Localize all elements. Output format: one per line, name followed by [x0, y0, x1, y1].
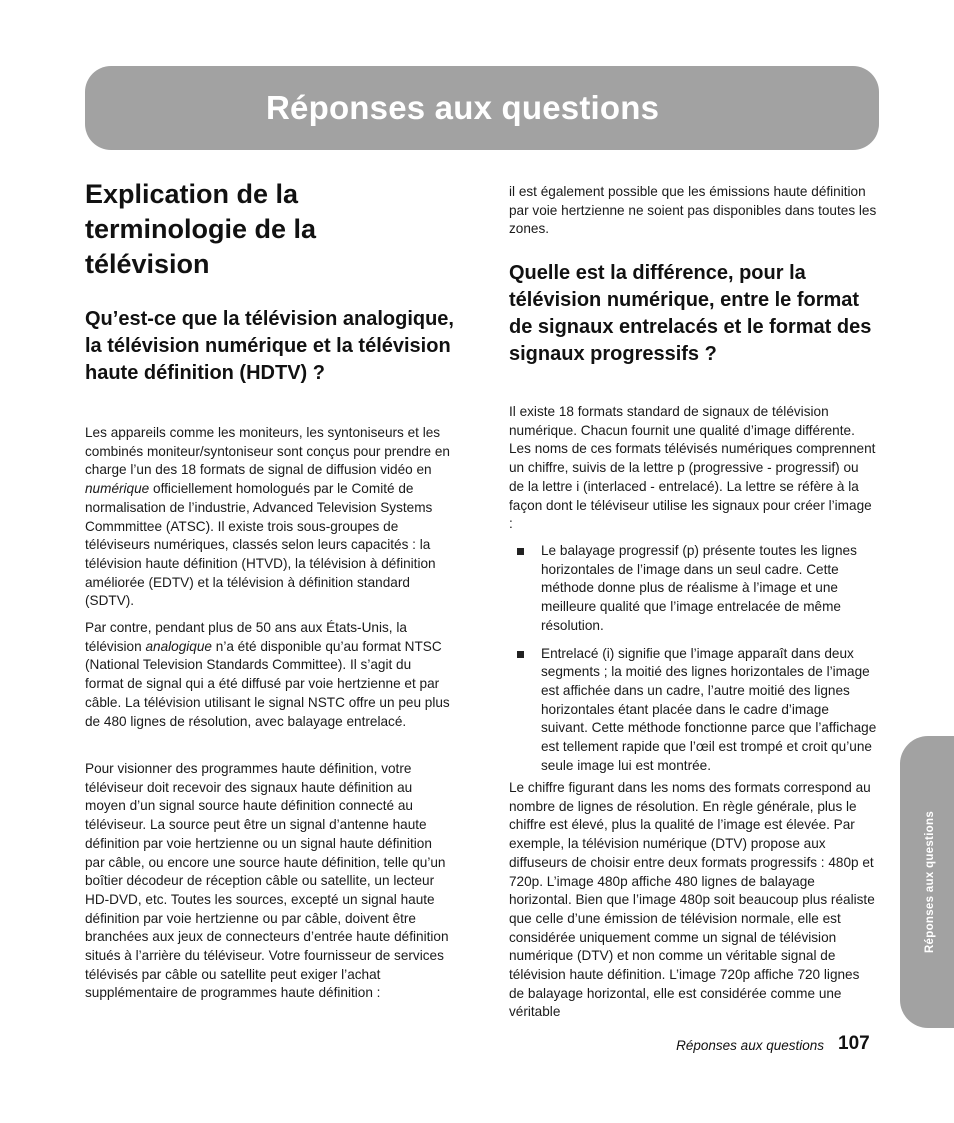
question-heading-2: Quelle est la différence, pour la télévision numérique, entre le format de signaux entrelacés et le format des signaux progressifs ? — [509, 262, 872, 365]
bullet-text: Entrelacé (i) signifie que l’image apparaît dans deux segments ; la moitié des lignes horizontales de l’image est affichée dans un cadre, l’autre moitié des lignes horizontales étant placée dans le cadre d’image suivant. Cette méthode fonctionne parce que l’affichage est tellement rapide que l’œil est trompé et croit qu’une seule image lui est montrée. — [541, 645, 877, 773]
footer-section-label: Réponses aux questions — [676, 1038, 824, 1053]
paragraph-2 — [85, 619, 453, 731]
title-banner — [85, 66, 879, 150]
paragraph-2-emphasis: analogique — [145, 638, 212, 654]
paragraph-3 — [85, 760, 453, 1003]
paragraph-1 — [85, 424, 453, 611]
paragraph-1-text-a: Les appareils comme les moniteurs, les syntoniseurs et les combinés moniteur/syntoniseur sont conçus pour prendre en charge l’un des 18 formats de signal de diffusion vidéo en — [85, 425, 450, 478]
paragraph-right-last — [509, 779, 877, 1022]
page-number: 107 — [838, 1033, 870, 1054]
paragraph-3-text: Pour visionner des programmes haute définition, votre téléviseur doit recevoir des signaux haute définition au moyen d’un signal source haute définition connecté au téléviseur. La source peut être un signal d’antenne haute définition par voie hertzienne ou un signal haute définition par câble, ou encore une source haute définition, telle qu’un boîtier décodeur de réception câble ou satellite, un lecteur HD-DVD, etc. Toutes les sources, excepté un signal haute définition par voie hertzienne ou par câble, doivent être branchées aux jeux de connecteurs d’entrée haute définition situés à l’arrière du téléviseur. Votre fournisseur de services télévisés par câble ou satellite peut exiger l’achat supplémentaire de programmes haute définition : — [85, 761, 449, 1001]
paragraph-right-top-text: il est également possible que les émissions haute définition par voie hertzienne ne soient pas disponibles dans toutes les zones. — [509, 184, 877, 237]
section-heading: Explication de la terminologie de la télévision — [85, 179, 317, 279]
bullet-item-progressive — [509, 542, 879, 636]
paragraph-right-top — [509, 183, 877, 239]
bullet-list — [509, 542, 879, 784]
paragraph-2-text-b: n’a été disponible qu’au format NTSC (National Television Standards Committee). Il s’agit du format de signal qui a été diffusé par voie hertzienne et par câble. La télévision utilisant le signal NSTC offre un peu plus de 480 lignes de résolution, avec balayage entrelacé. — [85, 638, 450, 729]
paragraph-right-last-text: Le chiffre figurant dans les noms des formats correspond au nombre de lignes de résolution. En règle générale, plus le chiffre est élevé, plus la qualité de l’image est élevée. Par exemple, la télévision numérique (DTV) propose aux diffuseurs de choisir entre deux formats progressifs : 480p et 720p. L’image 480p affiche 480 lignes de balayage horizontal. Bien que l’image 480p soit beaucoup plus réaliste que celle d’une émission de télévision normale, elle est considérée uniquement comme un signal de télévision numérique (DTV) et non comme un véritable signal de télévision haute définition. L’image 720p affiche 720 lignes de balayage horizontal, elle est considérée comme une véritable — [509, 780, 875, 1020]
bullet-square-icon — [517, 651, 524, 658]
side-section-tab — [900, 736, 954, 1028]
paragraph-right-intro-text: Il existe 18 formats standard de signaux de télévision numérique. Chacun fournit une qualité d’image différente. Les noms de ces formats télévisés numériques comprennent un chiffre, suivis de la lettre p (progressive - progressif) ou de la lettre i (interlaced - entrelacé). La lettre se réfère à la façon dont le téléviseur utilise les signaux pour créer l’image : — [509, 404, 876, 532]
question-heading-1: Qu’est-ce que la télévision analogique, la télévision numérique et la télévision haute définition (HDTV) ? — [85, 308, 454, 384]
paragraph-2-text-a: Par contre, pendant plus de 50 ans aux États-Unis, la télévision — [85, 620, 407, 654]
bullet-text: Le balayage progressif (p) présente toutes les lignes horizontales de l’image dans un seul cadre. Cette méthode donne plus de réalisme à l’image et une meilleure qualité que l’image entrelacée de même résolution. — [541, 543, 857, 633]
bullet-square-icon — [517, 548, 524, 555]
paragraph-right-intro — [509, 403, 877, 534]
page-title: Réponses aux questions — [266, 89, 660, 126]
paragraph-1-emphasis: numérique — [85, 481, 150, 497]
bullet-item-interlaced — [509, 645, 879, 776]
side-tab-label: Réponses aux questions — [924, 810, 936, 954]
paragraph-1-text-b: officiellement homologués par le Comité de normalisation de l’industrie, Advanced Television Systems Commmittee (ATSC). Il existe trois sous-groupes de téléviseurs numériques, classés selon leurs capacités : la télévision haute définition (HTVD), la télévision à définition améliorée (EDTV) et la télévision à définition standard (SDTV). — [85, 481, 436, 609]
